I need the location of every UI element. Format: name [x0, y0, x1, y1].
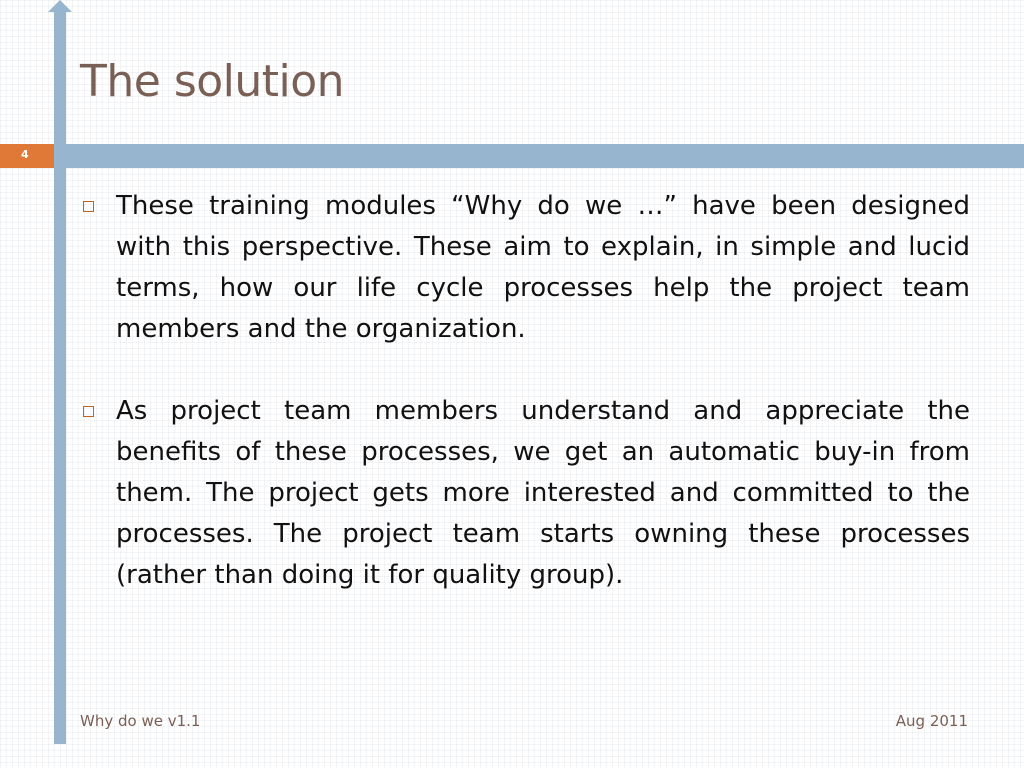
- bullet-text: These training modules “Why do we …” have been designed with this perspective. These aim to explain, in simple and lucid terms, how our life cycle processes help the project team members and the organization.: [116, 191, 970, 344]
- horizontal-accent-bar: [66, 144, 1024, 168]
- bullet-item: [80, 391, 970, 596]
- footer-date: Aug 2011: [895, 712, 968, 730]
- bullet-text: As project team members understand and appreciate the benefits of these processes, we get an automatic buy-in from them. The project gets more interested and committed to the processes. The project team starts owning these processes (rather than doing it for quality group).: [116, 396, 970, 590]
- slide-content: [80, 186, 970, 596]
- slide-title: The solution: [80, 56, 345, 107]
- bullet-item: [80, 186, 970, 350]
- square-bullet-icon: [83, 406, 94, 417]
- footer-title: Why do we v1.1: [80, 712, 201, 730]
- square-bullet-icon: [83, 201, 94, 212]
- vertical-accent-bar: [54, 10, 66, 744]
- slide-number: 4: [21, 148, 29, 161]
